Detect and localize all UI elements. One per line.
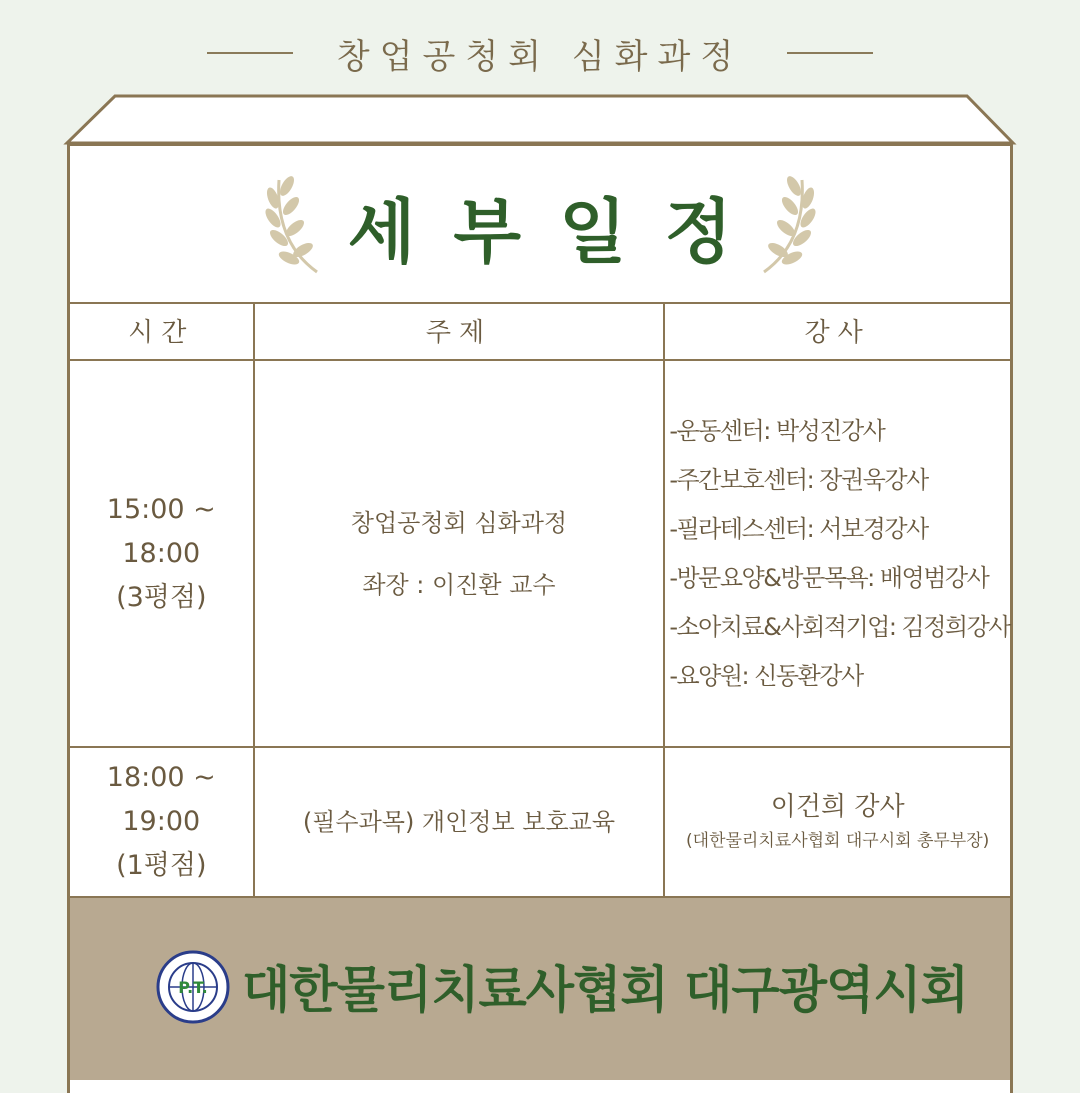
time-range: 18:00 ~ 19:00 xyxy=(106,762,216,837)
topic-line: (필수과목) 개인정보 보호교육 xyxy=(302,808,616,836)
time-cell xyxy=(70,747,254,897)
lecturer-item: -소아치료&사회적기업: 김정희강사 xyxy=(669,612,1010,641)
kpta-globe-logo-icon xyxy=(156,950,230,1024)
table-row xyxy=(70,747,1010,897)
time-cell xyxy=(70,360,254,747)
laurel-right-icon xyxy=(746,172,816,276)
topic-cell xyxy=(254,747,665,897)
footer xyxy=(67,896,1013,1080)
title-area xyxy=(70,146,1010,304)
lecturer-cell xyxy=(664,360,1010,747)
table-header-row xyxy=(70,302,1010,360)
column-header-topic: 주제 xyxy=(254,302,665,360)
table-row xyxy=(70,360,1010,747)
lecturer-item: -방문요양&방문목욕: 배영범강사 xyxy=(669,563,989,592)
time-range: 15:00 ~ 18:00 xyxy=(106,493,216,569)
topic-cell xyxy=(254,360,665,747)
column-header-time: 시간 xyxy=(70,302,254,360)
credit-label: (3평점) xyxy=(116,581,207,613)
credit-label: (1평점) xyxy=(116,850,207,881)
card-roof xyxy=(0,0,1080,150)
logo-text: P.T. xyxy=(178,978,208,997)
header-title: 창업공청회 심화과정 xyxy=(336,36,744,77)
topic-line: 창업공청회 심화과정 xyxy=(350,508,568,537)
lecturer-item: -요양원: 신동환강사 xyxy=(669,661,863,690)
lecturer-item: -운동센터: 박성진강사 xyxy=(669,416,885,445)
column-header-lecturer: 강사 xyxy=(664,302,1010,360)
schedule-table xyxy=(70,302,1010,898)
lecturer-item: -주간보호센터: 장권욱강사 xyxy=(669,465,928,494)
lecturer-affiliation: (대한물리치료사협회 대구시회 총무부장) xyxy=(686,831,990,851)
lecturer-cell xyxy=(664,747,1010,897)
organization-name: 대한물리치료사협회 대구광역시회 xyxy=(242,961,968,1019)
lecturer-name: 이건희 강사 xyxy=(770,792,905,822)
schedule-title: 세부일정 xyxy=(347,191,771,273)
topic-line: 좌장 : 이진환 교수 xyxy=(362,570,556,599)
lecturer-item: -필라테스센터: 서보경강사 xyxy=(669,514,928,543)
